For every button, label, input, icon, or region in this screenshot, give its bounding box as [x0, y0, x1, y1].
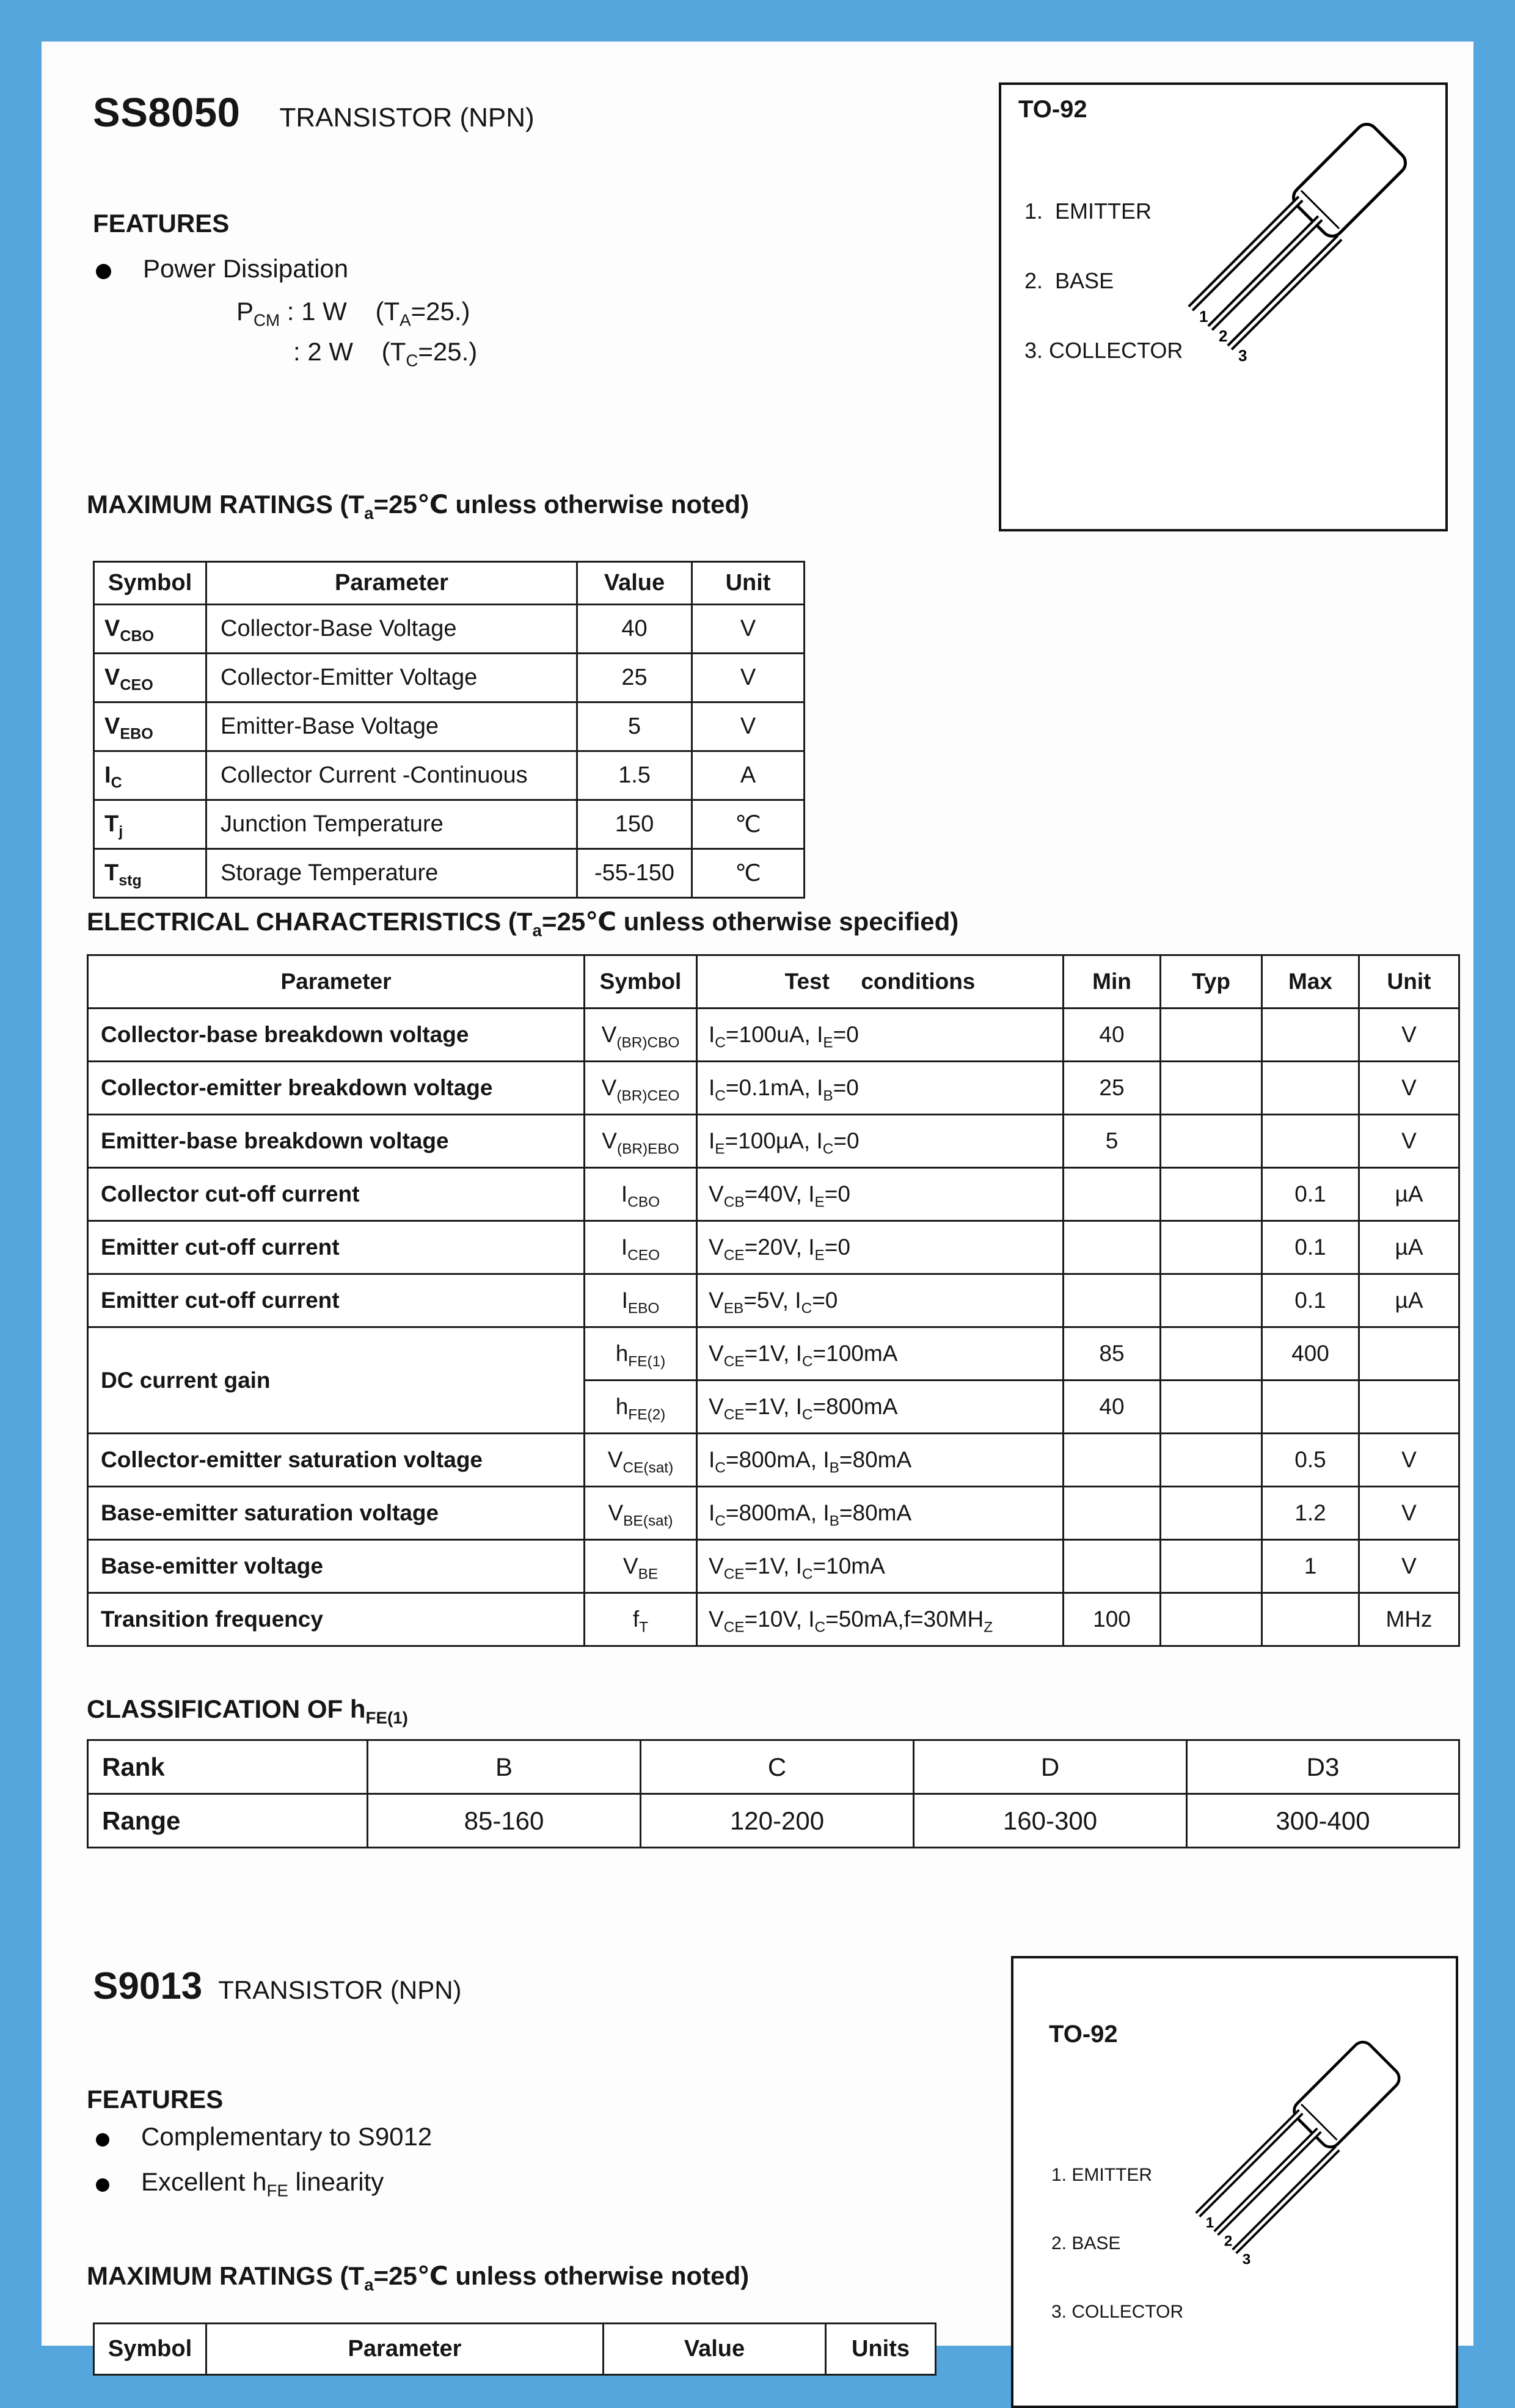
col-header-unit: Unit [692, 562, 805, 605]
cell-unit [1359, 1327, 1459, 1381]
cell-range: 160-300 [914, 1794, 1187, 1848]
cell-symbol: $I_{CEO}$ [585, 1221, 697, 1274]
cell-parameter: Emitter-base breakdown voltage [88, 1115, 585, 1168]
package-name-label: TO-92 [1049, 2021, 1118, 2048]
table-row [94, 751, 805, 800]
cell-parameter: Collector-emitter saturation voltage [88, 1434, 585, 1487]
features-heading: FEATURES [93, 209, 230, 238]
cell-conditions: $V_{CE}=1V$, $I_C=100mA$ [697, 1327, 1064, 1381]
cell-unit [1359, 1381, 1459, 1434]
table-row [88, 1593, 1459, 1646]
table-row [88, 1168, 1459, 1221]
table-row [88, 1115, 1459, 1168]
cell-max [1262, 1593, 1359, 1646]
datasheet-page [42, 42, 1473, 2362]
bullet-icon [96, 2133, 109, 2147]
cell-symbol: $I_{EBO}$ [585, 1274, 697, 1327]
cell-range: 120-200 [641, 1794, 914, 1848]
cell-parameter: Collector cut-off current [88, 1168, 585, 1221]
cell-value: 25 [577, 654, 692, 702]
max-ratings-heading-s9013: MAXIMUM RATINGS ($T_a=25℃$ unless otherwise noted) [87, 2261, 750, 2294]
cell-unit: V [692, 702, 805, 751]
s9013-part-number: S9013 [93, 1965, 203, 2007]
cell-max: 1.2 [1262, 1487, 1359, 1540]
col-header-value: Value [604, 2324, 826, 2375]
table-header-row [94, 2324, 936, 2375]
feature-item: Power Dissipation [143, 254, 349, 283]
cell-value: -55-150 [577, 849, 692, 898]
cell-conditions: $I_E=100\mu A$, $I_C=0$ [697, 1115, 1064, 1168]
cell-parameter: DC current gain [88, 1327, 585, 1434]
cell-max [1262, 1381, 1359, 1434]
cell-max: 0.1 [1262, 1168, 1359, 1221]
features-heading: FEATURES [87, 2085, 224, 2114]
cell-conditions: $I_C=800mA$, $I_B=80mA$ [697, 1434, 1064, 1487]
pin-label-collector: 3. COLLECTOR [1024, 338, 1183, 363]
table-row [88, 1434, 1459, 1487]
cell-typ [1161, 1168, 1262, 1221]
electrical-characteristics-heading: ELECTRICAL CHARACTERISTICS ($T_a=25℃$ unless otherwise specified) [87, 907, 959, 940]
ss8050-title-row [93, 89, 535, 136]
col-header-max: Max [1262, 955, 1359, 1009]
cell-conditions: $V_{CB}=40V$, $I_E=0$ [697, 1168, 1064, 1221]
col-header-symbol: Symbol [94, 562, 206, 605]
cell-value: 40 [577, 605, 692, 654]
cell-max: 1 [1262, 1540, 1359, 1593]
cell-typ [1161, 1593, 1262, 1646]
cell-value: 5 [577, 702, 692, 751]
cell-typ [1161, 1062, 1262, 1115]
cell-symbol: $V_{BE}$ [585, 1540, 697, 1593]
max-ratings-heading: MAXIMUM RATINGS ($T_a=25℃$ unless otherwise noted) [87, 490, 750, 523]
cell-rank-label: Rank [88, 1740, 368, 1794]
transistor-package-drawing [1158, 2026, 1433, 2289]
max-ratings-table [93, 561, 805, 899]
cell-unit: MHz [1359, 1593, 1459, 1646]
pin-number-2: 2 [1224, 2233, 1233, 2250]
cell-min [1064, 1434, 1161, 1487]
cell-min: 5 [1064, 1115, 1161, 1168]
max-ratings-table-s9013-partial [93, 2322, 936, 2376]
cell-conditions: $V_{CE}=20V$, $I_E=0$ [697, 1221, 1064, 1274]
table-row [88, 1009, 1459, 1062]
cell-parameter: Base-emitter voltage [88, 1540, 585, 1593]
cell-parameter: Junction Temperature [206, 800, 577, 849]
cell-min: 100 [1064, 1593, 1161, 1646]
cell-range-label: Range [88, 1794, 368, 1848]
table-row [88, 1221, 1459, 1274]
table-row [88, 1740, 1459, 1794]
feature-item: Complementary to S9012 [141, 2122, 433, 2151]
cell-unit: A [692, 751, 805, 800]
bullet-icon [96, 264, 111, 279]
cell-unit: V [1359, 1487, 1459, 1540]
cell-parameter: Base-emitter saturation voltage [88, 1487, 585, 1540]
cell-symbol: $V_{BE(sat)}$ [585, 1487, 697, 1540]
cell-min [1064, 1168, 1161, 1221]
table-row [94, 702, 805, 751]
cell-typ [1161, 1221, 1262, 1274]
col-header-unit: Unit [1359, 955, 1459, 1009]
table-row [88, 1327, 1459, 1381]
s9013-part-type: TRANSISTOR (NPN) [218, 1976, 462, 2004]
cell-typ [1161, 1540, 1262, 1593]
pin-number-2: 2 [1219, 327, 1228, 345]
cell-symbol: $T_j$ [94, 800, 206, 849]
cell-range: 85-160 [368, 1794, 641, 1848]
cell-parameter: Collector-emitter breakdown voltage [88, 1062, 585, 1115]
col-header-units: Units [826, 2324, 936, 2375]
table-row [88, 1274, 1459, 1327]
cell-value: 150 [577, 800, 692, 849]
cell-symbol: $I_C$ [94, 751, 206, 800]
cell-symbol: $V_{CEO}$ [94, 654, 206, 702]
cell-unit: µA [1359, 1274, 1459, 1327]
power-dissipation-line-1: $P_{CM}$ : 1 W $(T_A=25.)$ [236, 297, 470, 330]
feature-row [96, 2122, 432, 2151]
cell-symbol: $h_{FE(1)}$ [585, 1327, 697, 1381]
cell-rank: D [914, 1740, 1187, 1794]
cell-symbol: $T_{stg}$ [94, 849, 206, 898]
col-header-parameter: Parameter [88, 955, 585, 1009]
col-header-parameter: Parameter [206, 562, 577, 605]
pin-label-base: 2. BASE [1051, 2233, 1121, 2253]
cell-max: 0.1 [1262, 1274, 1359, 1327]
cell-parameter: Collector-base breakdown voltage [88, 1009, 585, 1062]
feature-item: Excellent $h_{FE}$ linearity [141, 2167, 384, 2200]
table-header-row [94, 562, 805, 605]
cell-max [1262, 1115, 1359, 1168]
pin-number-3: 3 [1238, 346, 1247, 365]
cell-conditions: $I_C=800mA$, $I_B=80mA$ [697, 1487, 1064, 1540]
cell-min [1064, 1221, 1161, 1274]
cell-max: 0.5 [1262, 1434, 1359, 1487]
s9013-title-row [93, 1965, 462, 2008]
cell-symbol: $V_{EBO}$ [94, 702, 206, 751]
cell-symbol: $V_{CBO}$ [94, 605, 206, 654]
cell-conditions: $V_{EB}=5V$, $I_C=0$ [697, 1274, 1064, 1327]
col-header-parameter: Parameter [206, 2324, 604, 2375]
ss8050-part-type: TRANSISTOR (NPN) [279, 103, 535, 133]
cell-typ [1161, 1274, 1262, 1327]
cell-parameter: Emitter cut-off current [88, 1221, 585, 1274]
cell-typ [1161, 1327, 1262, 1381]
cell-conditions: $I_C=0.1mA$, $I_B=0$ [697, 1062, 1064, 1115]
cell-unit: V [692, 654, 805, 702]
cell-unit: V [1359, 1434, 1459, 1487]
cell-symbol: $V_{CE(sat)}$ [585, 1434, 697, 1487]
cell-symbol: $f_T$ [585, 1593, 697, 1646]
classification-heading: CLASSIFICATION OF $h_{FE(1)}$ [87, 1695, 408, 1728]
pin-label-emitter: 1. EMITTER [1024, 199, 1152, 224]
cell-typ [1161, 1381, 1262, 1434]
col-header-typ: Typ [1161, 955, 1262, 1009]
cell-parameter: Emitter cut-off current [88, 1274, 585, 1327]
cell-conditions: $V_{CE}=10V$, $I_C=50mA,f=30MH_Z$ [697, 1593, 1064, 1646]
cell-symbol: $I_{CBO}$ [585, 1168, 697, 1221]
cell-conditions: $V_{CE}=1V$, $I_C=10mA$ [697, 1540, 1064, 1593]
cell-parameter: Storage Temperature [206, 849, 577, 898]
table-row [94, 605, 805, 654]
table-row [88, 1794, 1459, 1848]
cell-unit: ℃ [692, 800, 805, 849]
cell-unit: µA [1359, 1221, 1459, 1274]
cell-max: 400 [1262, 1327, 1359, 1381]
cell-typ [1161, 1487, 1262, 1540]
cell-min: 40 [1064, 1381, 1161, 1434]
cell-typ [1161, 1115, 1262, 1168]
cell-min [1064, 1487, 1161, 1540]
cell-unit: V [1359, 1115, 1459, 1168]
col-header-conditions: Test conditions [697, 955, 1064, 1009]
cell-value: 1.5 [577, 751, 692, 800]
cell-unit: ℃ [692, 849, 805, 898]
power-dissipation-line-2: : 2 W $(T_C=25.)$ [293, 337, 478, 370]
col-header-value: Value [577, 562, 692, 605]
cell-range: 300-400 [1187, 1794, 1459, 1848]
transistor-package-drawing [1148, 107, 1441, 388]
cell-min: 40 [1064, 1009, 1161, 1062]
bullet-icon [96, 2178, 109, 2192]
table-row [94, 800, 805, 849]
cell-unit: V [1359, 1540, 1459, 1593]
table-row [94, 654, 805, 702]
col-header-min: Min [1064, 955, 1161, 1009]
cell-min: 85 [1064, 1327, 1161, 1381]
to92-package-box-ss8050 [999, 82, 1448, 531]
cell-rank: B [368, 1740, 641, 1794]
cell-parameter: Collector-Emitter Voltage [206, 654, 577, 702]
pin-number-1: 1 [1199, 307, 1208, 326]
table-row [94, 849, 805, 898]
pin-number-1: 1 [1205, 2214, 1214, 2231]
to92-package-box-s9013 [1011, 1956, 1458, 2408]
cell-min [1064, 1274, 1161, 1327]
cell-unit: V [1359, 1062, 1459, 1115]
table-row [88, 1540, 1459, 1593]
cell-parameter: Collector Current -Continuous [206, 751, 577, 800]
pin-label-base: 2. BASE [1024, 268, 1114, 293]
pin-label-collector: 3. COLLECTOR [1051, 2302, 1184, 2322]
cell-typ [1161, 1434, 1262, 1487]
cell-unit: µA [1359, 1168, 1459, 1221]
cell-rank: D3 [1187, 1740, 1459, 1794]
cell-parameter: Emitter-Base Voltage [206, 702, 577, 751]
cell-parameter: Collector-Base Voltage [206, 605, 577, 654]
cell-conditions: $V_{CE}=1V$, $I_C=800mA$ [697, 1381, 1064, 1434]
cell-rank: C [641, 1740, 914, 1794]
table-header-row [88, 955, 1459, 1009]
package-name-label: TO-92 [1018, 96, 1087, 123]
classification-table [87, 1739, 1460, 1848]
cell-min: 25 [1064, 1062, 1161, 1115]
cell-symbol: $V_{(BR)CBO}$ [585, 1009, 697, 1062]
col-header-symbol: Symbol [94, 2324, 206, 2375]
cell-symbol: $V_{(BR)CEO}$ [585, 1062, 697, 1115]
cell-max: 0.1 [1262, 1221, 1359, 1274]
pin-number-3: 3 [1242, 2251, 1251, 2268]
cell-min [1064, 1540, 1161, 1593]
cell-unit: V [1359, 1009, 1459, 1062]
table-row [88, 1062, 1459, 1115]
feature-row [96, 2167, 384, 2200]
table-row [88, 1487, 1459, 1540]
cell-conditions: $I_C=100uA$, $I_E=0$ [697, 1009, 1064, 1062]
pin-label-emitter: 1. EMITTER [1051, 2165, 1153, 2185]
feature-row [96, 254, 348, 283]
cell-symbol: $h_{FE(2)}$ [585, 1381, 697, 1434]
cell-max [1262, 1009, 1359, 1062]
cell-unit: V [692, 605, 805, 654]
col-header-symbol: Symbol [585, 955, 697, 1009]
cell-max [1262, 1062, 1359, 1115]
cell-parameter: Transition frequency [88, 1593, 585, 1646]
cell-typ [1161, 1009, 1262, 1062]
cell-symbol: $V_{(BR)EBO}$ [585, 1115, 697, 1168]
ss8050-part-number: SS8050 [93, 90, 241, 136]
electrical-characteristics-table [87, 954, 1460, 1647]
